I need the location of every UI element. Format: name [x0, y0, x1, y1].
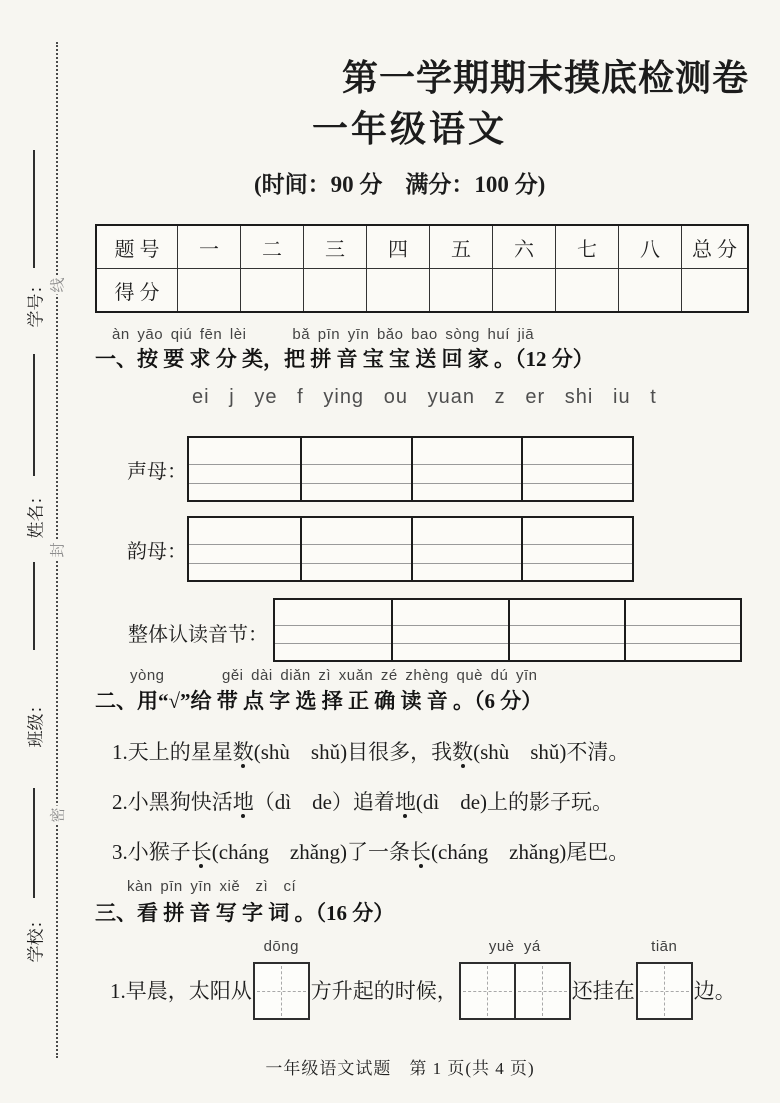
- writing-cell: [638, 964, 691, 1018]
- student-id-blank-line: [33, 150, 35, 268]
- box-pinyin: tiān: [651, 938, 678, 955]
- question-segment: (shù shǔ)不清。: [473, 740, 630, 764]
- question-segment: (shù shǔ)目很多，我: [253, 740, 453, 764]
- grid-cell-divider: [300, 518, 302, 580]
- score-value-cell: [618, 268, 681, 311]
- box-pinyin: dōng: [263, 938, 299, 955]
- grid-cell-divider: [391, 600, 393, 660]
- writing-box-group: [253, 938, 310, 1020]
- question-text: 1.早晨，太阳从: [110, 979, 252, 1003]
- school-label: 学校：: [26, 911, 46, 963]
- score-header-cell: 四: [366, 226, 429, 268]
- score-value-cell: [555, 268, 618, 311]
- question-text: 还挂在: [571, 979, 635, 1003]
- grid-cell-divider: [521, 438, 523, 500]
- initials-label: 声母：: [127, 461, 187, 483]
- section2-pinyin-yong: yòng: [130, 667, 165, 684]
- writing-box-group: [636, 938, 693, 1020]
- score-header-cell: 总 分: [681, 226, 747, 268]
- question-segment: （dì de）追着: [253, 790, 395, 814]
- score-value-cell: [681, 268, 747, 311]
- question-text: 方升起的时候，: [310, 979, 458, 1003]
- question-text: 边。: [693, 979, 736, 1003]
- initials-answer-grid: [187, 436, 634, 502]
- whole-syllables-label: 整体认读音节：: [128, 624, 268, 646]
- grid-cell-divider: [624, 600, 626, 660]
- section2-pinyin-rest: gěi dài diǎn zì xuǎn zé zhèng què dú yīn: [222, 667, 538, 684]
- score-header-cell: 一: [177, 226, 240, 268]
- section2-heading: 二、用“√”给 带 点 字 选 择 正 确 读 音 。（6 分）: [95, 689, 543, 713]
- question-segment: 1.天上的星星: [112, 740, 233, 764]
- score-header-cell: 八: [618, 226, 681, 268]
- writing-box: [636, 962, 693, 1020]
- dotted-char: 数: [452, 740, 474, 764]
- dotted-char: 长: [410, 840, 432, 864]
- writing-box: [459, 962, 571, 1020]
- grid-cell-divider: [508, 600, 510, 660]
- score-value-cell: [303, 268, 366, 311]
- dotted-char: 地: [232, 790, 254, 814]
- score-table: [95, 224, 749, 313]
- time-and-score-info: (时间：90 分 满分：100 分): [254, 172, 546, 197]
- seal-char-mi: 密: [47, 805, 68, 824]
- question-segment: (cháng zhǎng)了一条: [211, 840, 411, 864]
- name-blank-line: [33, 354, 35, 476]
- seal-char-xian: 线: [47, 275, 68, 294]
- dotted-char: 数: [232, 740, 254, 764]
- finals-answer-grid: [187, 516, 634, 582]
- grid-cell-divider: [521, 518, 523, 580]
- question-segment: (cháng zhǎng)尾巴。: [431, 840, 630, 864]
- section2-questions: [112, 736, 629, 886]
- score-header-cell: 题 号: [114, 238, 160, 261]
- writing-box-group: [459, 938, 571, 1020]
- class-label: 班级：: [26, 696, 46, 748]
- score-value-cell: [177, 268, 240, 311]
- score-header-cell: 五: [429, 226, 492, 268]
- seal-char-feng: 封: [47, 540, 68, 559]
- grid-cell-divider: [411, 518, 413, 580]
- question-segment: 3.小猴子: [112, 840, 191, 864]
- score-header-cell: 七: [555, 226, 618, 268]
- finals-label: 韵母：: [127, 541, 187, 563]
- section1-pinyin-items: ei j ye f ying ou yuan z er shi iu t: [192, 386, 657, 408]
- score-value-cell: [492, 268, 555, 311]
- writing-cell: [461, 964, 514, 1018]
- box-pinyin: yuè yá: [488, 938, 541, 955]
- question-segment: (dì de)上的影子玩。: [415, 790, 614, 814]
- grid-cell-divider: [411, 438, 413, 500]
- name-label: 姓名：: [26, 487, 46, 539]
- score-value-cell: [240, 268, 303, 311]
- dotted-char: 长: [190, 840, 212, 864]
- score-value-cell: [366, 268, 429, 311]
- section1-pinyin: àn yāo qiú fēn lèi bǎ pīn yīn bǎo bao sòng huí jiā: [112, 326, 535, 343]
- writing-cell: [255, 964, 308, 1018]
- grid-cell-divider: [300, 438, 302, 500]
- school-blank-line: [33, 788, 35, 898]
- page-title: 第一学期期末摸底检测卷: [342, 57, 750, 98]
- page-footer: 一年级语文试题 第 1 页(共 4 页): [265, 1059, 535, 1078]
- class-blank-line: [33, 562, 35, 650]
- section3-heading: 三、看 拼 音 写 字 词 。（16 分）: [95, 901, 395, 925]
- writing-box: [253, 962, 310, 1020]
- question-segment: 2.小黑狗快活: [112, 790, 233, 814]
- question-line: [112, 736, 629, 786]
- whole-syllables-answer-grid: [273, 598, 742, 662]
- writing-cell: [514, 964, 569, 1018]
- score-header-cell: 六: [492, 226, 555, 268]
- section1-heading: 一、按 要 求 分 类，把 拼 音 宝 宝 送 回 家 。（12 分）: [95, 347, 594, 371]
- score-header-cell: 三: [303, 226, 366, 268]
- student-id-label: 学号：: [26, 276, 46, 328]
- section3-question-row: [110, 938, 736, 1020]
- dotted-char: 地: [394, 790, 416, 814]
- section3-pinyin: kàn pīn yīn xiě zì cí: [127, 878, 297, 895]
- score-value-cell: [429, 268, 492, 311]
- page-subtitle: 一年级语文: [312, 108, 508, 149]
- question-line: [112, 786, 629, 836]
- score-row-label: 得 分: [97, 268, 177, 311]
- score-header-cell: 二: [240, 226, 303, 268]
